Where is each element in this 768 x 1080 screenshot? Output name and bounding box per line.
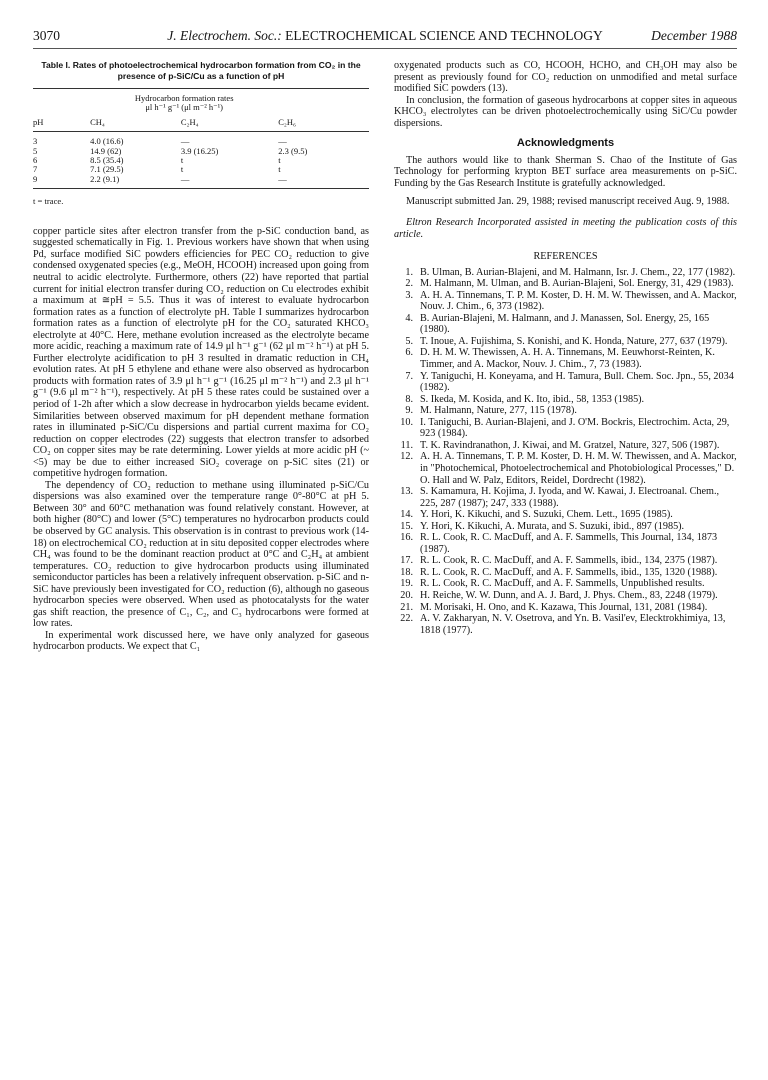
reference-item xyxy=(394,313,737,336)
reference-number: 14. xyxy=(400,509,413,521)
table-group-header-line1: Hydrocarbon formation rates xyxy=(134,93,234,103)
reference-text: T. Inoue, A. Fujishima, S. Konishi, and K. Honda, Nature, 277, 637 (1979). xyxy=(420,335,728,347)
reference-text: M. Halmann, Nature, 277, 115 (1978). xyxy=(420,405,577,417)
reference-text: Y. Hori, K. Kikuchi, A. Murata, and S. Suzuki, ibid., 897 (1985). xyxy=(420,520,685,532)
reference-number: 12. xyxy=(400,451,413,463)
reference-number: 1. xyxy=(405,266,413,278)
reference-number: 10. xyxy=(400,416,413,428)
reference-text: H. Reiche, W. W. Dunn, and A. J. Bard, J. Phys. Chem., 83, 2248 (1979). xyxy=(420,589,718,601)
table-cell: 3 xyxy=(33,136,38,147)
reference-text: A. V. Zakharyan, N. V. Osetrova, and Yn. B. Vasil'ev, Elecktrokhimiya, 13, 1818 (1977). xyxy=(420,613,726,636)
reference-number: 19. xyxy=(400,578,413,590)
right-column xyxy=(394,60,737,636)
reference-item xyxy=(394,451,737,486)
reference-number: 22. xyxy=(400,613,413,625)
reference-number: 8. xyxy=(405,393,413,405)
table-cell: t xyxy=(180,155,184,166)
reference-number: 13. xyxy=(400,486,413,498)
reference-text: A. H. A. Tinnemans, T. P. M. Koster, D. H. M. W. Thewissen, and A. Mackor, Nouv. J. Chim., 6, 373 (1982). xyxy=(420,289,737,313)
reference-text: B. Ulman, B. Aurian-Blajeni, and M. Halmann, Isr. J. Chem., 22, 177 (1982). xyxy=(420,266,736,278)
reference-text: M. Morisaki, H. Ono, and K. Kazawa, This Journal, 131, 2081 (1984). xyxy=(420,601,708,613)
table-cell: 6 xyxy=(33,155,38,166)
table-caption: Table I. Rates of photoelectrochemical hydrocarbon formation from CO₂ in the presence of p-SiC/Cu as a function of pH xyxy=(41,60,361,81)
reference-number: 7. xyxy=(405,370,413,382)
reference-text: S. Ikeda, M. Kosida, and K. Ito, ibid., 58, 1353 (1985). xyxy=(420,393,645,405)
table-row xyxy=(33,156,369,165)
reference-text: A. H. A. Tinnemans, T. P. M. Koster, D. H. M. W. Thewissen, and A. Mackor, in "Photochemical, Photoelectrochemical and Photobiological Processes," D. O. Hall and W. Palz, Editors, Reidel, Dordrecht (1982). xyxy=(420,451,737,486)
reference-text: R. L. Cook, R. C. MacDuff, and A. F. Sammells, This Journal, 134, 1873 (1987). xyxy=(420,532,718,555)
table-cell: — xyxy=(180,136,190,147)
reference-text: S. Kamamura, H. Kojima, J. Iyoda, and W. Kawai, J. Electroanal. Chem., 225, 287 (1987); 247, 333 (1988). xyxy=(420,486,720,509)
left-column xyxy=(33,60,369,653)
page-number: 3070 xyxy=(33,28,60,43)
reference-number: 15. xyxy=(400,520,413,532)
body-paragraph: In experimental work discussed here, we have only analyzed for gaseous hydrocarbon products. We expect that C₁ xyxy=(33,629,369,653)
table-group-header-units: μl h⁻¹ g⁻¹ (μl m⁻² h⁻¹) xyxy=(145,102,223,113)
reference-item xyxy=(394,405,737,417)
reference-item xyxy=(394,417,737,440)
reference-item xyxy=(394,371,737,394)
table-row xyxy=(33,165,369,174)
table-cell: 2.3 (9.5) xyxy=(278,145,308,156)
table-row xyxy=(33,175,369,184)
table-col-header: C₂H₆ xyxy=(278,116,297,127)
issue-date: December 1988 xyxy=(651,28,737,43)
reference-text: R. L. Cook, R. C. MacDuff, and A. F. Sammells, Unpublished results. xyxy=(420,578,705,590)
body-paragraph: In conclusion, the formation of gaseous hydrocarbons at copper sites in aqueous KHCO₃ electrolytes can be driven photoelectrochemically using SiC/Cu powder dispersions. xyxy=(394,94,737,129)
table-cell: — xyxy=(278,136,287,147)
running-header xyxy=(33,28,737,49)
reference-text: M. Halmann, M. Ulman, and B. Aurian-Blajeni, Sol. Energy, 31, 429 (1983). xyxy=(420,278,734,290)
table-cell: 3.9 (16.25) xyxy=(180,145,219,156)
reference-number: 2. xyxy=(405,278,413,290)
reference-text: T. K. Ravindranathon, J. Kiwai, and M. Gratzel, Nature, 327, 506 (1987). xyxy=(420,439,720,451)
table-footnote: t = trace. xyxy=(33,196,64,207)
table-cell: — xyxy=(180,173,190,184)
reference-number: 21. xyxy=(400,601,413,613)
reference-number: 6. xyxy=(405,347,413,359)
reference-number: 4. xyxy=(405,312,413,324)
reference-number: 18. xyxy=(400,566,413,578)
reference-item xyxy=(394,347,737,370)
reference-text: Y. Hori, K. Kikuchi, and S. Suzuki, Chem. Lett., 1695 (1985). xyxy=(420,509,673,521)
reference-text: D. H. M. W. Thewissen, A. H. A. Tinnemans, M. Eeuwhorst-Reinten, K. Timmer, and A. Mackor, Nouv. J. Chim., 7, 73 (1983). xyxy=(420,347,715,371)
manuscript-note: Manuscript submitted Jan. 29, 1988; revised manuscript received Aug. 9, 1988. xyxy=(406,196,730,208)
reference-item xyxy=(394,440,737,452)
table-cell: t xyxy=(278,164,281,175)
table-cell: 5 xyxy=(33,145,38,156)
references-heading: REFERENCES xyxy=(533,251,598,263)
reference-item xyxy=(394,578,737,590)
table-group-header xyxy=(90,94,278,113)
publication-credit: Eltron Research Incorporated assisted in meeting the publication costs of this article. xyxy=(394,217,737,240)
reference-item xyxy=(394,486,737,509)
table-row xyxy=(33,147,369,156)
table-cell: 4.0 (16.6) xyxy=(90,136,124,147)
table-row xyxy=(33,132,369,147)
reference-item xyxy=(394,267,737,279)
reference-number: 20. xyxy=(400,589,413,601)
journal-title xyxy=(33,28,737,44)
reference-item xyxy=(394,290,737,313)
reference-text: I. Taniguchi, B. Aurian-Blajeni, and J. O'M. Bockris, Electrochim. Acta, 29, 923 (1984). xyxy=(420,416,730,440)
table-cell: 7 xyxy=(33,164,38,175)
body-paragraph: copper particle sites after electron transfer from the p-SiC conduction band, as suggested schematically in Fig. 1. Previous workers have shown that when using Pd, surface modified SiC powders efficiencies for PEC CO₂ reduction to give condensed oxygenated species (e.g., MeOH, HCOOH) increased upon going from neutral to acidic electrolyte. Furthermore, others (22) have reported that partial current for initial electron transfer during CO₂ reduction on Cu electrodes exhibit a maximum at ≅pH = 5.5. Thus it was of interest to evaluate hydrocarbon formation rates as a function of electrolyte pH. Table I summarizes hydrocarbon formation rates as a function of electrolyte pH for the CO₂ saturated KHCO₃ electrolyte at 40°C. Here, methane evolution increased as the electrolyte became more acidic, reaching a maximum rate of 14.9 μl h⁻¹ g⁻¹ (62 μl m⁻² h⁻¹) at pH 5. Further electrolyte acidification to pH 3 resulted in dramatic reduction in CH₄ evolution rates. At pH 5 ethylene and ethane were also observed as hydrocarbon products with formation rates of 3.9 μl h⁻¹ g⁻¹ (16.25 μl m⁻² h⁻¹) and 2.3 μl h⁻¹ g⁻¹ (9.6 μl m⁻² h⁻¹), respectively. At pH 5 these rates could be sustained over a period of 1-2h after which a slow decrease in hydrocarbon yields became evident. Similarities between observed maximum for pH dependent methane formation rates in illuminated p-SiC/Cu dispersions and partial current maxima for CO₂ reduction on copper electrodes (22) suggests that electron transfer to adsorbed CO₂ on copper sites may be rate determining. Lower yields at more acidic pH (~<5) may be due to either increased SiO₂ coverage on p-SiC sites (21) or competitive hydrogen formation. xyxy=(33,225,369,480)
reference-list xyxy=(394,267,737,637)
table-col-header: CH₄ xyxy=(90,116,105,127)
table-cell: 14.9 (62) xyxy=(90,145,122,156)
reference-item xyxy=(394,590,737,602)
reference-text: R. L. Cook, R. C. MacDuff, and A. F. Sammells, ibid., 135, 1320 (1988). xyxy=(420,566,718,578)
reference-number: 3. xyxy=(405,289,413,301)
reference-text: B. Aurian-Blajeni, M. Halmann, and J. Manassen, Sol. Energy, 25, 165 (1980). xyxy=(420,312,710,336)
table-cell: 2.2 (9.1) xyxy=(90,173,120,184)
reference-item xyxy=(394,394,737,406)
reference-item xyxy=(394,336,737,348)
reference-text: R. L. Cook, R. C. MacDuff, and A. F. Sammells, ibid., 134, 2375 (1987). xyxy=(420,555,718,567)
reference-item xyxy=(394,567,737,579)
reference-number: 16. xyxy=(400,532,413,544)
table-cell: 8.5 (35.4) xyxy=(90,155,124,166)
body-paragraph: oxygenated products such as CO, HCOOH, HCHO, and CH₃OH may also be present as previously found for CO₂ reduction on unmodified and metal surface modified SiC powders (13). xyxy=(394,60,737,95)
acknowledgments-heading: Acknowledgments xyxy=(516,137,615,150)
journal-section: ELECTROCHEMICAL SCIENCE AND TECHNOLOGY xyxy=(285,28,603,43)
table-cell: t xyxy=(278,155,281,166)
reference-number: 9. xyxy=(405,405,413,417)
reference-item xyxy=(394,521,737,533)
reference-number: 5. xyxy=(405,335,413,347)
table-cell: 7.1 (29.5) xyxy=(90,164,124,175)
table-cell: t xyxy=(180,164,184,175)
table-col-header: pH xyxy=(33,116,44,127)
reference-item xyxy=(394,555,737,567)
reference-number: 11. xyxy=(400,439,413,451)
body-paragraph: The dependency of CO₂ reduction to methane using illuminated p-SiC/Cu dispersions was also examined over the temperature range 0°-80°C at pH 5. Between 30° and 60°C methanation was found relatively constant. However, at both higher (80°C) and lower (5°C) temperatures no hydrocarbon products could be observed by GC analysis. This observation is in contrast to previous work (14-18) on electrochemical CO₂ reduction at in situ deposited copper electrodes where CH₄ was found to be the dominant reaction product at 0°C and C₂H₄ at ambient temperatures. CO₂ reduction to give hydrocarbon products using illuminated semiconductor particles has been a relatively infrequent observation. p-SiC and n-SiC have previously been investigated for CO₂ reduction (6), although no gaseous hydrocarbon species were observed. When used as photocatalysts for the water gas shift reaction, the presence of C₁, C₂, and C₃ hydrocarbons were formed at low rates. xyxy=(33,479,369,630)
table-col-header: C₂H₄ xyxy=(180,116,199,127)
table-cell: 9 xyxy=(33,173,38,184)
reference-item xyxy=(394,532,737,555)
acknowledgments-text: The authors would like to thank Sherman S. Chao of the Institute of Gas Technology for performing krypton BET surface area measurements on p-SiC. Funding by the Gas Research Institute is gratefully acknowledged. xyxy=(394,154,737,189)
reference-item xyxy=(394,602,737,614)
reference-text: Y. Taniguchi, H. Koneyama, and H. Tamura, Bull. Chem. Soc. Jpn., 55, 2034 (1982). xyxy=(420,370,734,394)
reference-number: 17. xyxy=(400,555,413,567)
reference-item xyxy=(394,509,737,521)
table-cell: — xyxy=(278,173,287,184)
reference-item xyxy=(394,278,737,290)
reference-item xyxy=(394,613,737,636)
journal-name: J. Electrochem. Soc.: xyxy=(167,28,282,43)
rates-table xyxy=(33,88,369,189)
